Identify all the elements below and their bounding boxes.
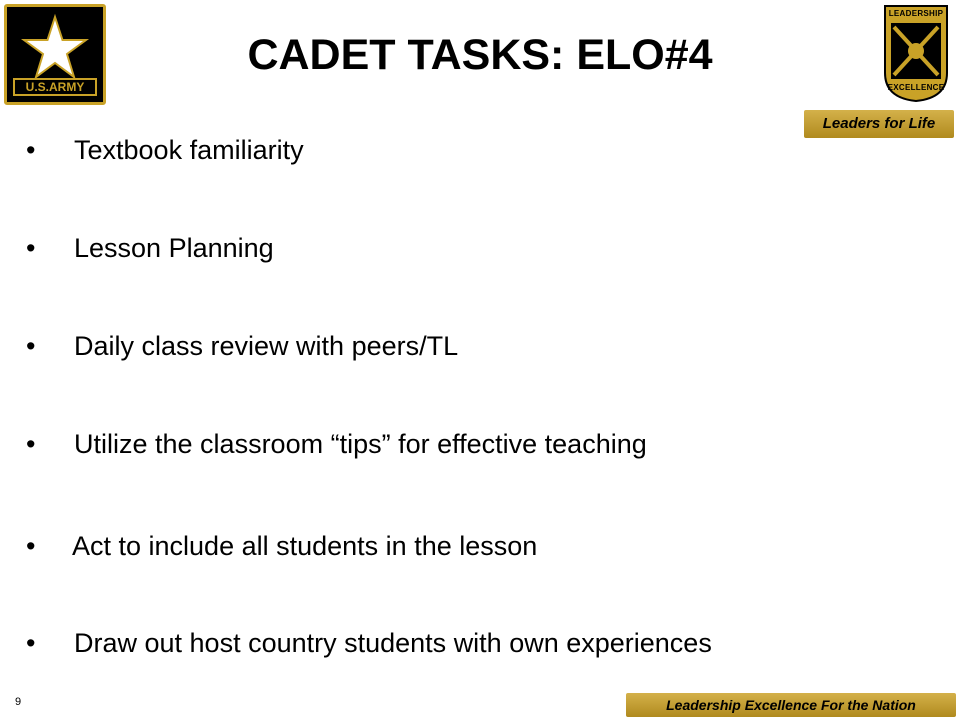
bullet-item: • Act to include all students in the lesson xyxy=(26,531,538,561)
army-wordmark: U.S.ARMY xyxy=(13,78,97,96)
bullet-text: Daily class review with peers/TL xyxy=(74,331,459,361)
leaders-for-life-banner: Leaders for Life xyxy=(804,110,954,138)
bullet-item: • Textbook familiarity xyxy=(26,135,304,165)
rotc-crest xyxy=(882,3,950,103)
leadership-excellence-banner: Leadership Excellence For the Nation xyxy=(626,693,956,717)
bullet-item: • Daily class review with peers/TL xyxy=(26,331,459,361)
crest-word-top: LEADERSHIP xyxy=(888,9,944,18)
bullet-text: Textbook familiarity xyxy=(74,135,304,165)
bullet-text: Utilize the classroom “tips” for effective teaching xyxy=(74,429,647,459)
bullet-text: Act to include all students in the lesson xyxy=(72,531,538,561)
page-number: 9 xyxy=(15,696,22,708)
page-title: CADET TASKS: ELO#4 xyxy=(247,31,713,79)
bullet-item: • Utilize the classroom “tips” for effective teaching xyxy=(26,429,647,459)
bullet-text: Draw out host country students with own experiences xyxy=(74,628,712,658)
bullet-item: • Draw out host country students with own experiences xyxy=(26,628,712,658)
bullet-text: Lesson Planning xyxy=(74,233,274,263)
crest-word-bottom: EXCELLENCE xyxy=(887,83,945,92)
bullet-item: • Lesson Planning xyxy=(26,233,274,263)
